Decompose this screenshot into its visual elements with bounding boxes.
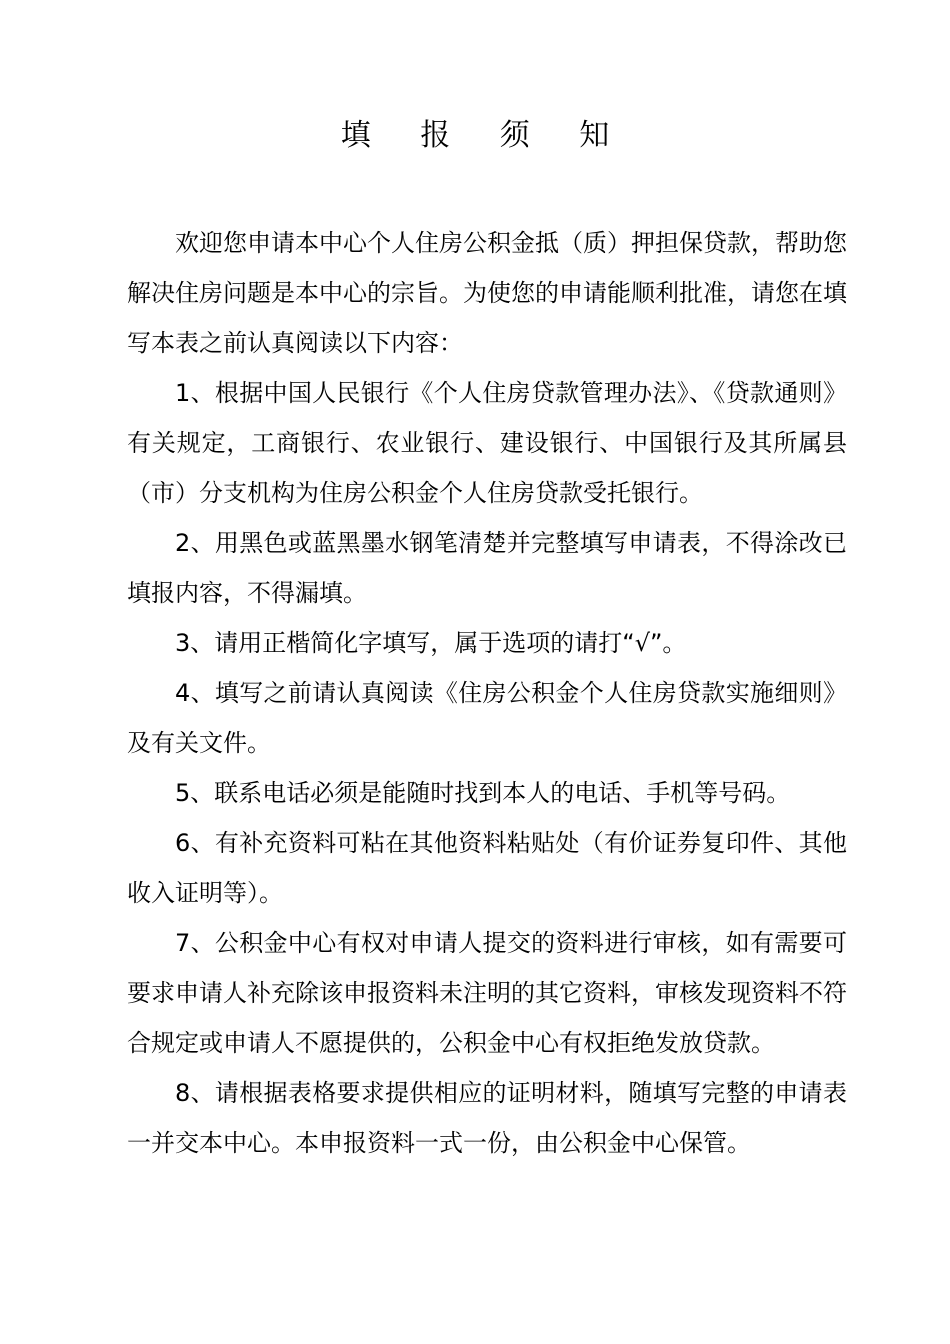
notice-item-7: 7、公积金中心有权对申请人提交的资料进行审核，如有需要可要求申请人补充除该申报资料未注明的其它资料，审核发现资料不符合规定或申请人不愿提供的，公积金中心有权拒绝发放贷款。: [127, 929, 847, 1057]
notice-item-2: 2、用黑色或蓝黑墨水钢笔清楚并完整填写申请表，不得涂改已填报内容，不得漏填。: [127, 529, 847, 607]
notice-item-1: 1、根据中国人民银行《个人住房贷款管理办法》、《贷款通则》有关规定，工商银行、农业银行、建设银行、中国银行及其所属县（市）分支机构为住房公积金个人住房贷款受托银行。: [127, 379, 847, 507]
document-body: [127, 218, 847, 1168]
notice-item-5: 5、联系电话必须是能随时找到本人的电话、手机等号码。: [175, 779, 791, 807]
notice-item-3: 3、请用正楷简化字填写，属于选项的请打“√”。: [175, 629, 687, 657]
page-title: 填 报 须 知: [340, 118, 630, 153]
notice-item-6: 6、有补充资料可粘在其他资料粘贴处（有价证券复印件、其他收入证明等）。: [127, 829, 847, 907]
notice-item-4: 4、填写之前请认真阅读《住房公积金个人住房贷款实施细则》及有关文件。: [127, 679, 847, 757]
notice-item-8: 8、请根据表格要求提供相应的证明材料，随填写完整的申请表一并交本中心。本申报资料一式一份，由公积金中心保管。: [127, 1079, 847, 1157]
intro-paragraph: 欢迎您申请本中心个人住房公积金抵（质）押担保贷款，帮助您解决住房问题是本中心的宗旨。为使您的申请能顺利批准，请您在填写本表之前认真阅读以下内容：: [127, 229, 847, 357]
